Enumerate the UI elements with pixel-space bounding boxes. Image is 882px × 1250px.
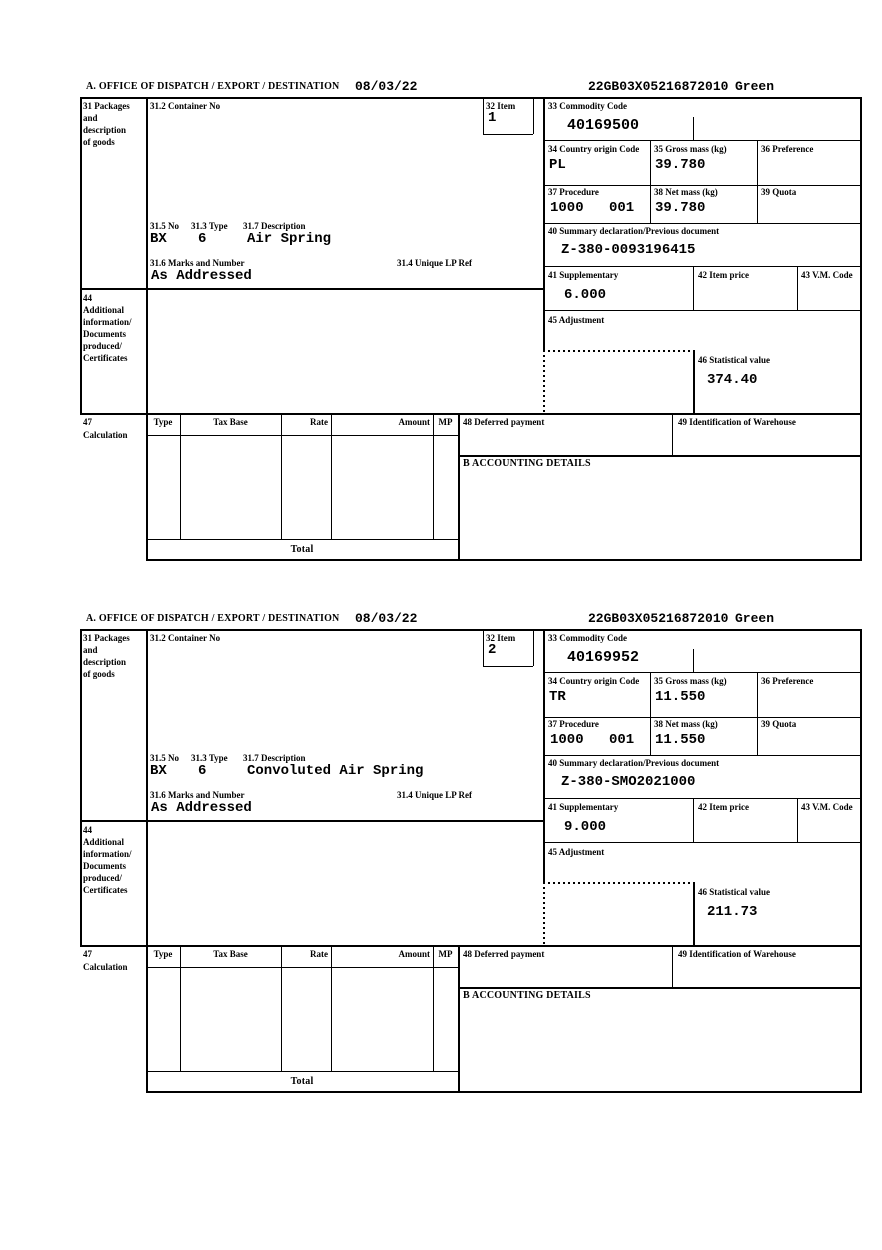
dotted-grid-line bbox=[543, 350, 545, 413]
summary-declaration-label: 40 Summary declaration/Previous document bbox=[548, 758, 720, 768]
total-label: Total bbox=[290, 1076, 314, 1087]
gross-mass-label: 35 Gross mass (kg) bbox=[654, 144, 727, 154]
mrn-value: 22GB03X05216872010 bbox=[588, 79, 729, 94]
supplementary-label: 41 Supplementary bbox=[548, 270, 619, 280]
container-no-label: 31.2 Container No bbox=[150, 633, 221, 643]
grid-line bbox=[331, 413, 332, 539]
container-no-label: 31.2 Container No bbox=[150, 101, 221, 111]
unique-lp-ref-label: 31.4 Unique LP Ref bbox=[397, 790, 473, 800]
statistical-value-label: 46 Statistical value bbox=[698, 355, 770, 365]
col-rate-header: Rate bbox=[310, 949, 328, 959]
grid-line bbox=[797, 798, 798, 842]
item-label: 32 Item bbox=[486, 101, 516, 111]
grid-line bbox=[458, 413, 460, 559]
box44-label: information/ bbox=[83, 849, 132, 859]
grid-line bbox=[80, 629, 82, 946]
box44-label: Additional bbox=[83, 305, 125, 315]
procedure-label: 37 Procedure bbox=[548, 719, 599, 729]
grid-line bbox=[672, 945, 673, 987]
procedure-extra-value: 001 bbox=[609, 732, 635, 748]
grid-line bbox=[281, 945, 282, 1071]
grid-line bbox=[483, 97, 484, 134]
box47-label: Calculation bbox=[83, 962, 128, 972]
col-type-header: Type bbox=[153, 949, 173, 959]
box44-label: 44 bbox=[83, 825, 92, 835]
col-tax-base-header: Tax Base bbox=[213, 417, 248, 427]
box31-label: of goods bbox=[83, 137, 115, 147]
col-amount-header: Amount bbox=[398, 949, 430, 959]
net-mass-label: 38 Net mass (kg) bbox=[654, 719, 718, 729]
deferred-payment-label: 48 Deferred payment bbox=[463, 949, 545, 959]
preference-label: 36 Preference bbox=[761, 676, 814, 686]
procedure-value: 1000 bbox=[550, 732, 584, 748]
grid-line bbox=[860, 629, 862, 1093]
col-mp-header: MP bbox=[438, 417, 453, 427]
grid-line bbox=[483, 629, 484, 666]
box47-label: Calculation bbox=[83, 430, 128, 440]
gross-mass-label: 35 Gross mass (kg) bbox=[654, 676, 727, 686]
package-no-value: BX bbox=[150, 231, 167, 247]
vm-code-label: 43 V.M. Code bbox=[801, 802, 853, 812]
box44-label: Documents bbox=[83, 329, 126, 339]
office-of-dispatch-title: A. OFFICE OF DISPATCH / EXPORT / DESTINATION bbox=[86, 613, 340, 624]
warehouse-label: 49 Identification of Warehouse bbox=[678, 949, 796, 959]
previous-document-value: Z-380-0093196415 bbox=[561, 242, 696, 258]
grid-line bbox=[543, 97, 545, 350]
box44-label: 44 bbox=[83, 293, 92, 303]
grid-line bbox=[146, 559, 862, 561]
commodity-subfield-divider bbox=[693, 649, 694, 672]
grid-line bbox=[281, 413, 282, 539]
box31-label: 31 Packages bbox=[83, 101, 130, 111]
grid-line bbox=[146, 97, 148, 561]
commodity-subfield-divider bbox=[693, 117, 694, 140]
grid-line bbox=[543, 717, 862, 718]
box44-label: produced/ bbox=[83, 341, 122, 351]
box47-label: 47 bbox=[83, 949, 92, 959]
package-type-label: 31.3 Type bbox=[191, 753, 228, 763]
grid-line bbox=[146, 629, 148, 1093]
supplementary-value: 6.000 bbox=[564, 287, 607, 303]
item-price-label: 42 Item price bbox=[698, 270, 749, 280]
grid-line bbox=[458, 455, 862, 457]
net-mass-value: 39.780 bbox=[655, 200, 706, 216]
box31-label: and bbox=[83, 645, 98, 655]
procedure-extra-value: 001 bbox=[609, 200, 635, 216]
item-number-value: 2 bbox=[488, 642, 497, 658]
grid-line bbox=[146, 1071, 459, 1072]
supplementary-value: 9.000 bbox=[564, 819, 607, 835]
grid-line bbox=[458, 945, 460, 1091]
country-origin-label: 34 Country origin Code bbox=[548, 676, 640, 686]
col-amount-header: Amount bbox=[398, 417, 430, 427]
col-type-header: Type bbox=[153, 417, 173, 427]
preference-label: 36 Preference bbox=[761, 144, 814, 154]
commodity-code-value: 40169952 bbox=[567, 649, 640, 666]
summary-declaration-label: 40 Summary declaration/Previous document bbox=[548, 226, 720, 236]
item-number-value: 1 bbox=[488, 110, 497, 126]
package-type-value: 6 bbox=[198, 763, 207, 779]
grid-line bbox=[693, 350, 695, 413]
grid-line bbox=[80, 945, 862, 947]
grid-line bbox=[80, 413, 862, 415]
commodity-code-label: 33 Commodity Code bbox=[548, 633, 627, 643]
description-label: 31.7 Description bbox=[243, 753, 306, 763]
deferred-payment-label: 48 Deferred payment bbox=[463, 417, 545, 427]
box47-label: 47 bbox=[83, 417, 92, 427]
grid-line bbox=[533, 629, 534, 666]
marks-value: As Addressed bbox=[151, 268, 252, 284]
grid-line bbox=[180, 413, 181, 539]
box44-label: Documents bbox=[83, 861, 126, 871]
dotted-grid-line bbox=[543, 882, 694, 884]
dotted-grid-line bbox=[543, 882, 545, 945]
quota-label: 39 Quota bbox=[761, 719, 797, 729]
grid-line bbox=[543, 140, 862, 141]
grid-line bbox=[757, 140, 758, 223]
grid-line bbox=[543, 266, 862, 267]
gross-mass-value: 11.550 bbox=[655, 689, 706, 705]
package-type-label: 31.3 Type bbox=[191, 221, 228, 231]
declaration-item-section bbox=[80, 79, 862, 561]
grid-line bbox=[797, 266, 798, 310]
box44-label: information/ bbox=[83, 317, 132, 327]
box44-label: Additional bbox=[83, 837, 125, 847]
vm-code-label: 43 V.M. Code bbox=[801, 270, 853, 280]
grid-line bbox=[80, 288, 544, 290]
grid-line bbox=[543, 310, 862, 311]
warehouse-label: 49 Identification of Warehouse bbox=[678, 417, 796, 427]
statistical-value: 211.73 bbox=[707, 904, 758, 920]
grid-line bbox=[533, 97, 534, 134]
adjustment-label: 45 Adjustment bbox=[548, 315, 605, 325]
net-mass-value: 11.550 bbox=[655, 732, 706, 748]
grid-line bbox=[483, 666, 533, 667]
total-label: Total bbox=[290, 544, 314, 555]
grid-line bbox=[860, 97, 862, 561]
accounting-details-title: B ACCOUNTING DETAILS bbox=[463, 990, 591, 1001]
grid-line bbox=[672, 413, 673, 455]
declaration-date: 08/03/22 bbox=[355, 79, 418, 94]
col-mp-header: MP bbox=[438, 949, 453, 959]
col-tax-base-header: Tax Base bbox=[213, 949, 248, 959]
grid-line bbox=[543, 842, 862, 843]
country-origin-value: PL bbox=[549, 157, 566, 173]
package-type-value: 6 bbox=[198, 231, 207, 247]
commodity-code-value: 40169500 bbox=[567, 117, 640, 134]
adjustment-label: 45 Adjustment bbox=[548, 847, 605, 857]
grid-line bbox=[433, 413, 434, 539]
grid-line bbox=[543, 755, 862, 756]
country-origin-label: 34 Country origin Code bbox=[548, 144, 640, 154]
grid-line bbox=[483, 134, 533, 135]
grid-line bbox=[543, 672, 862, 673]
country-origin-value: TR bbox=[549, 689, 566, 705]
office-of-dispatch-title: A. OFFICE OF DISPATCH / EXPORT / DESTINATION bbox=[86, 81, 340, 92]
grid-line bbox=[180, 945, 181, 1071]
package-no-value: BX bbox=[150, 763, 167, 779]
marks-label: 31.6 Marks and Number bbox=[150, 790, 245, 800]
grid-line bbox=[331, 945, 332, 1071]
box31-label: 31 Packages bbox=[83, 633, 130, 643]
grid-line bbox=[693, 882, 695, 945]
box44-label: Certificates bbox=[83, 885, 128, 895]
package-no-label: 31.5 No bbox=[150, 753, 179, 763]
quota-label: 39 Quota bbox=[761, 187, 797, 197]
previous-document-value: Z-380-SMO2021000 bbox=[561, 774, 696, 790]
commodity-code-label: 33 Commodity Code bbox=[548, 101, 627, 111]
grid-line bbox=[543, 223, 862, 224]
procedure-value: 1000 bbox=[550, 200, 584, 216]
box44-label: produced/ bbox=[83, 873, 122, 883]
box31-label: description bbox=[83, 657, 127, 667]
col-rate-header: Rate bbox=[310, 417, 328, 427]
description-label: 31.7 Description bbox=[243, 221, 306, 231]
grid-line bbox=[693, 266, 694, 310]
procedure-label: 37 Procedure bbox=[548, 187, 599, 197]
box31-label: and bbox=[83, 113, 98, 123]
grid-line bbox=[146, 1091, 862, 1093]
gross-mass-value: 39.780 bbox=[655, 157, 706, 173]
accounting-details-title: B ACCOUNTING DETAILS bbox=[463, 458, 591, 469]
grid-line bbox=[433, 945, 434, 1071]
grid-line bbox=[650, 672, 651, 755]
item-label: 32 Item bbox=[486, 633, 516, 643]
grid-line bbox=[80, 629, 862, 631]
grid-line bbox=[543, 629, 545, 882]
grid-line bbox=[543, 798, 862, 799]
box44-label: Certificates bbox=[83, 353, 128, 363]
package-no-label: 31.5 No bbox=[150, 221, 179, 231]
grid-line bbox=[146, 435, 459, 436]
grid-line bbox=[693, 798, 694, 842]
grid-line bbox=[458, 987, 862, 989]
statistical-value-label: 46 Statistical value bbox=[698, 887, 770, 897]
declaration-item-section bbox=[80, 611, 862, 1093]
grid-line bbox=[146, 967, 459, 968]
grid-line bbox=[80, 820, 544, 822]
unique-lp-ref-label: 31.4 Unique LP Ref bbox=[397, 258, 473, 268]
grid-line bbox=[543, 185, 862, 186]
box31-label: of goods bbox=[83, 669, 115, 679]
net-mass-label: 38 Net mass (kg) bbox=[654, 187, 718, 197]
statistical-value: 374.40 bbox=[707, 372, 758, 388]
route-indicator: Green bbox=[735, 79, 775, 94]
grid-line bbox=[650, 140, 651, 223]
grid-line bbox=[80, 97, 862, 99]
declaration-date: 08/03/22 bbox=[355, 611, 418, 626]
grid-line bbox=[146, 539, 459, 540]
box31-label: description bbox=[83, 125, 127, 135]
marks-value: As Addressed bbox=[151, 800, 252, 816]
item-price-label: 42 Item price bbox=[698, 802, 749, 812]
grid-line bbox=[80, 97, 82, 414]
goods-description-value: Convoluted Air Spring bbox=[247, 763, 424, 779]
goods-description-value: Air Spring bbox=[247, 231, 332, 247]
marks-label: 31.6 Marks and Number bbox=[150, 258, 245, 268]
supplementary-label: 41 Supplementary bbox=[548, 802, 619, 812]
route-indicator: Green bbox=[735, 611, 775, 626]
grid-line bbox=[757, 672, 758, 755]
dotted-grid-line bbox=[543, 350, 694, 352]
mrn-value: 22GB03X05216872010 bbox=[588, 611, 729, 626]
